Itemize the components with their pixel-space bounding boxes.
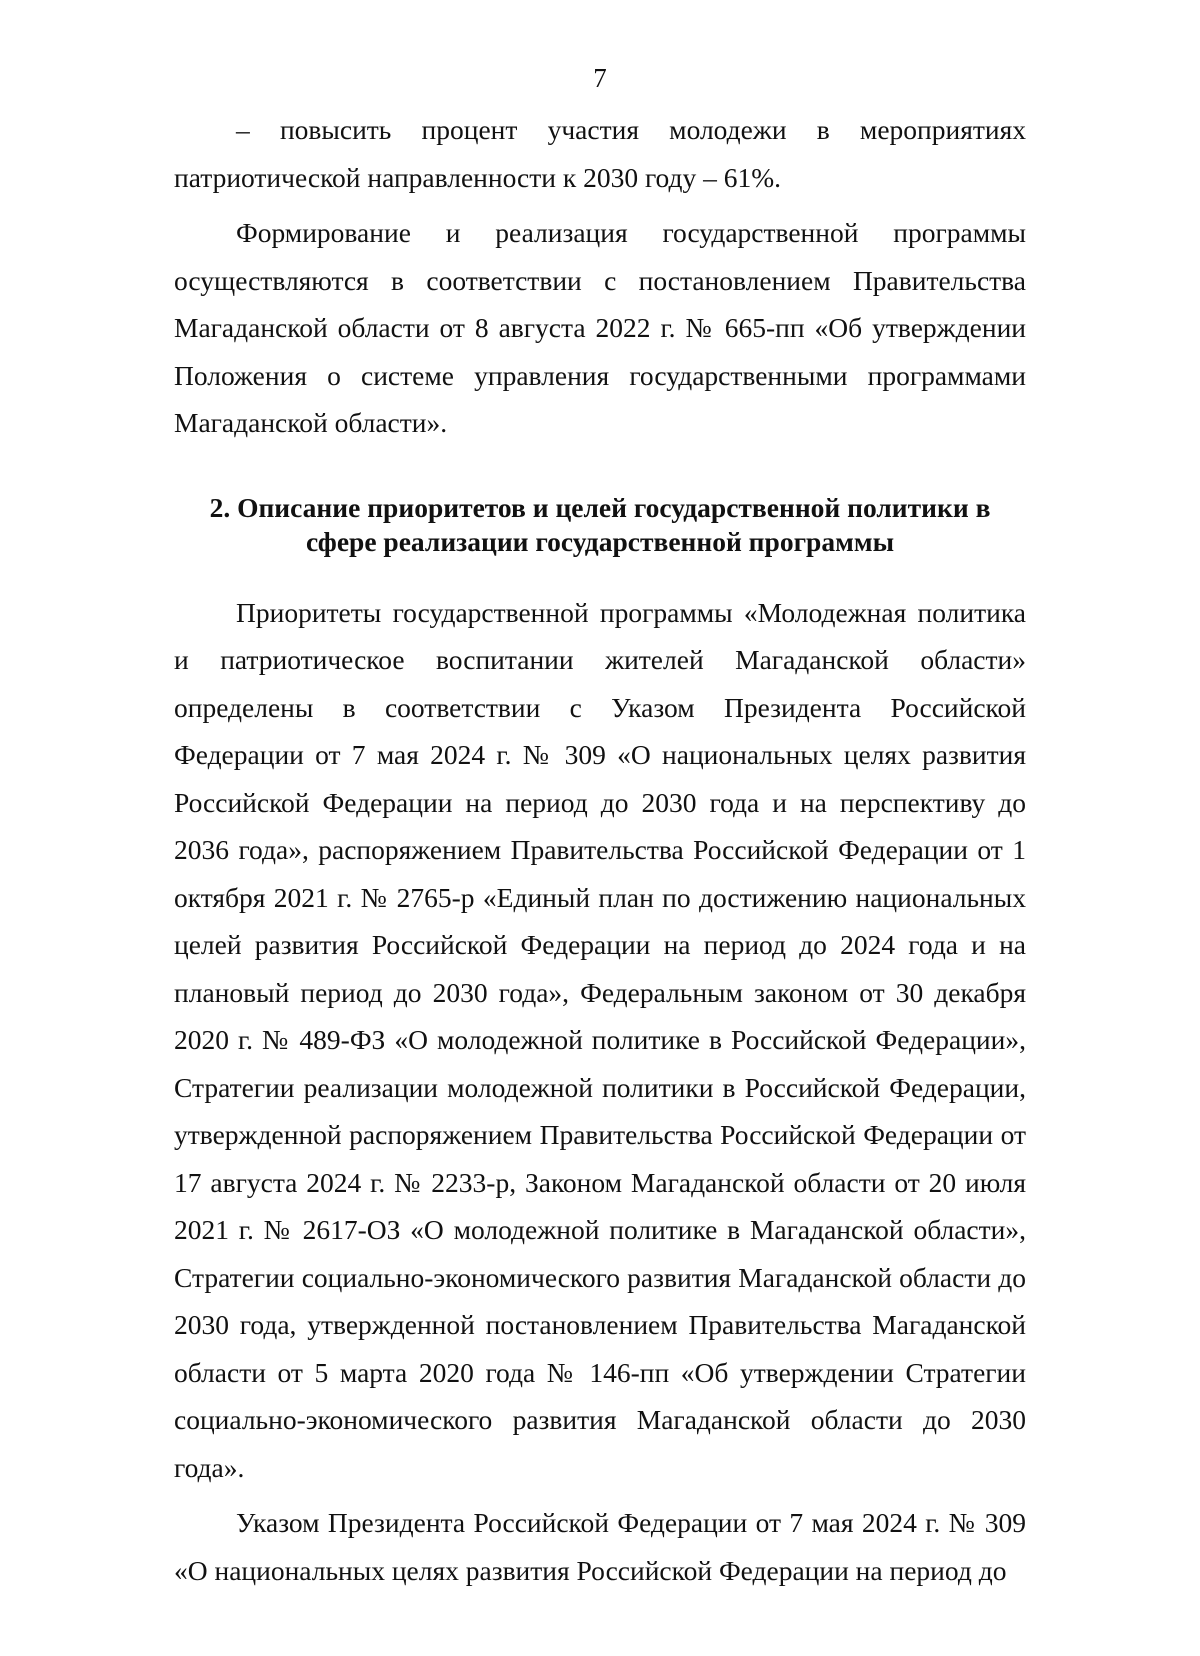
- paragraph-decree: Указом Президента Российской Федерации от 7 мая 2024 г. № 309 «О национальных целях развития Российской Федерации на период до: [174, 1507, 1026, 1586]
- document-body: [174, 106, 1026, 1594]
- paragraph-priorities: Приоритеты государственной программы «Молодежная политика и патриотическое воспитании жителей Магаданской области» определены в соответствии с Указом Президента Российской Федерации от 7 мая 2024 г. № 309 «О национальных целях развития Российской Федерации на период до 2030 года и на перспективу до 2036 года», распоряжением Правительства Российской Федерации от 1 октября 2021 г. № 2765-р «Единый план по достижению национальных целей развития Российской Федерации на период до 2024 года и на плановый период до 2030 года», Федеральным законом от 30 декабря 2020 г. № 489-ФЗ «О молодежной политике в Российской Федерации», Стратегии реализации молодежной политики в Российской Федерации, утвержденной распоряжением Правительства Российской Федерации от 17 августа 2024 г. № 2233-р, Законом Магаданской области от 20 июля 2021 г. № 2617-ОЗ «О молодежной политике в Магаданской области», Стратегии социально-экономического развития Магаданской области до 2030 года, утвержденной постановлением Правительства Магаданской области от 5 марта 2020 года № 146-пп «Об утверждении Стратегии социально-экономического развития Магаданской области до 2030 года».: [174, 596, 1026, 1483]
- paragraph-target-indicator: – повысить процент участия молодежи в мероприятиях патриотической направленности к 2030 году – 61%.: [174, 114, 1026, 193]
- section-heading: 2. Описание приоритетов и целей государственной политики в сфере реализации государственной программы: [209, 491, 991, 557]
- paragraph-program-management: Формирование и реализация государственной программы осуществляются в соответствии с постановлением Правительства Магаданской области от 8 августа 2022 г. № 665-пп «Об утверждении Положения о системе управления государственными программами Магаданской области».: [174, 217, 1026, 438]
- page-number: 7: [593, 63, 607, 93]
